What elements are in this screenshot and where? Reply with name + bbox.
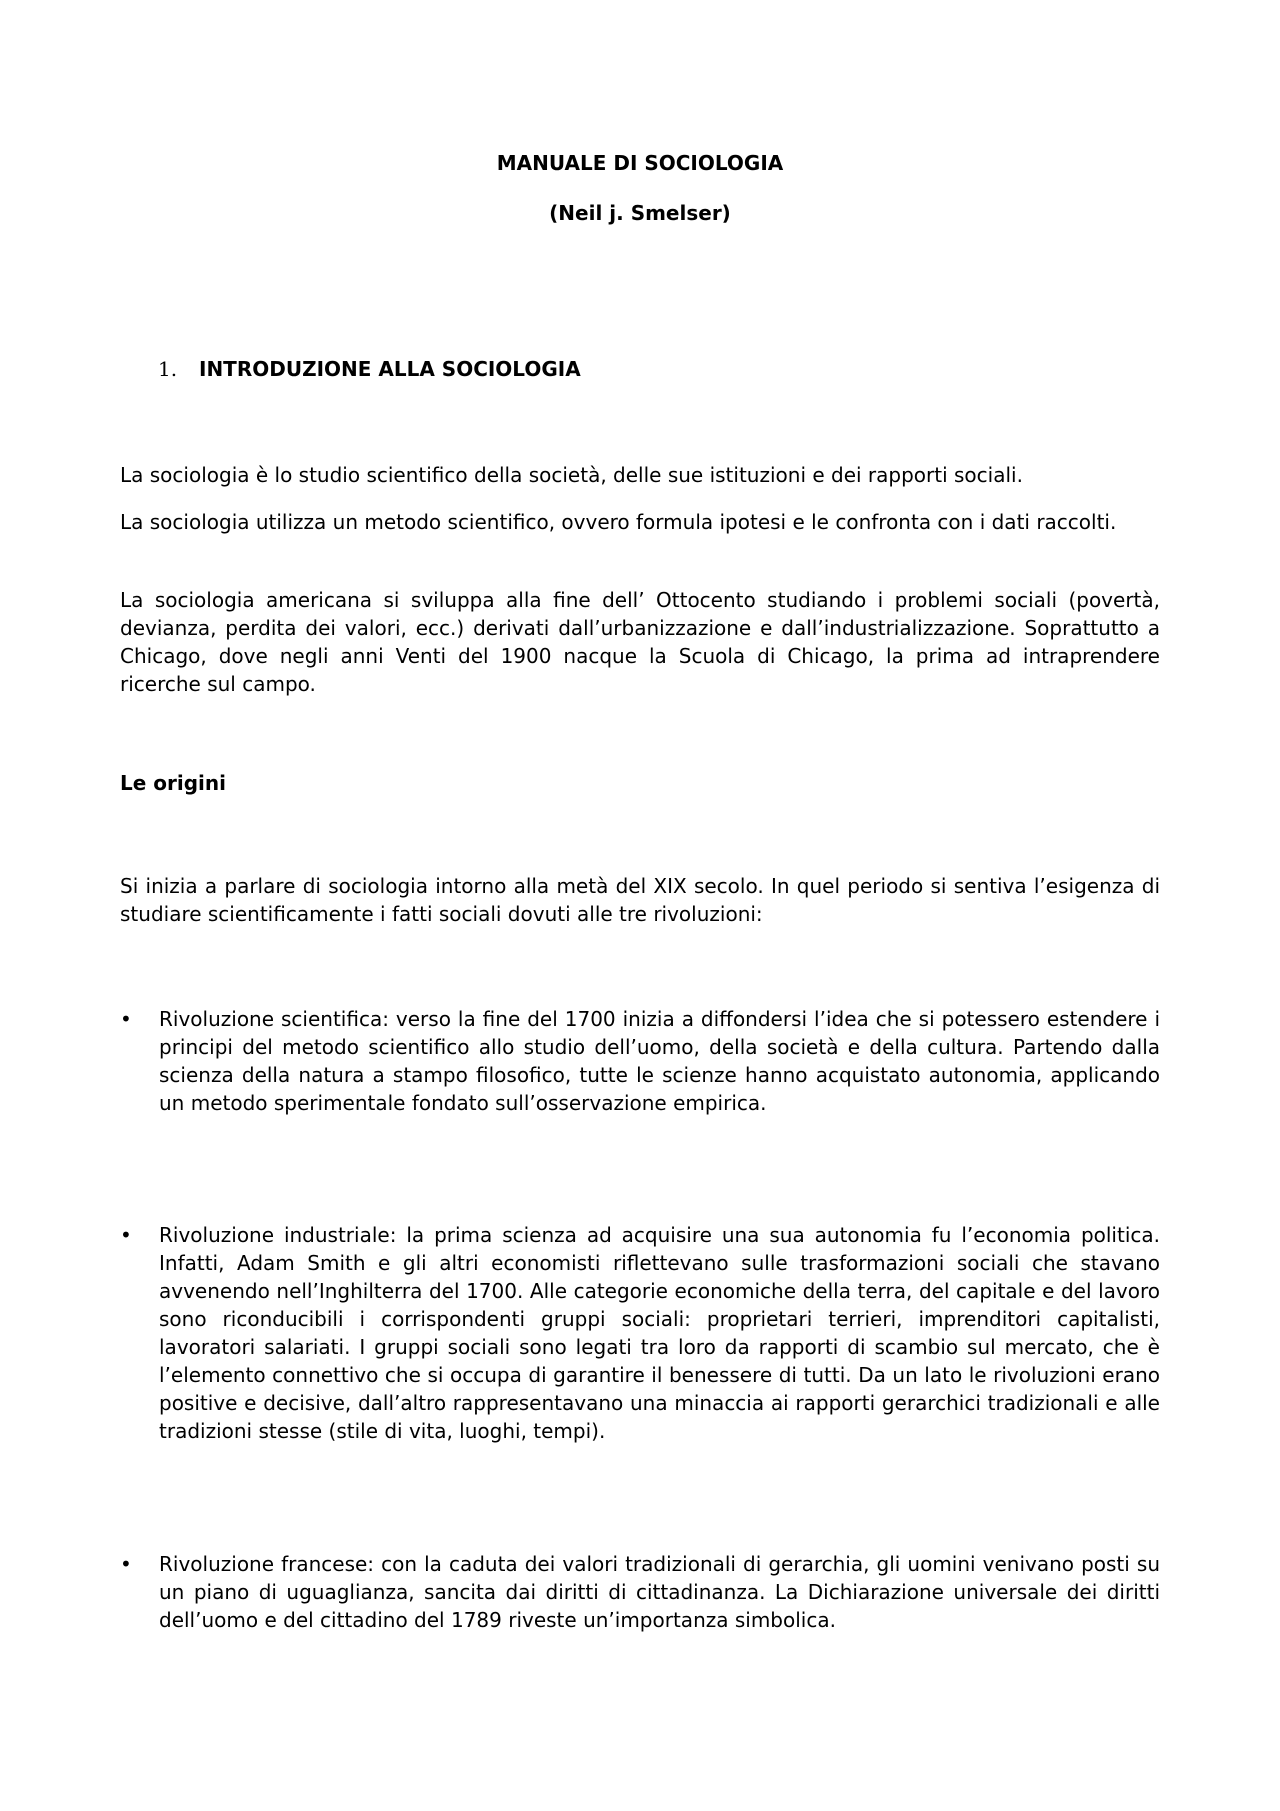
paragraph-definition: La sociologia è lo studio scientifico della società, delle sue istituzioni e dei rapporti sociali. [120,463,1023,487]
subheading-origins: Le origini [120,771,226,795]
paragraph-american-sociology: La sociologia americana si sviluppa alla fine dell’ Ottocento studiando i problemi sociali (povertà, devianza, perdita dei valori, ecc.) derivati dall’urbanizzazione e dall’industrializzazione. Soprattutto a Chicago, dove negli anni Venti del 1900 nacque la Scuola di Chicago, la prima ad intraprendere ricerche sul campo. [120,588,1160,696]
bullet-icon: • [120,1223,132,1247]
list-item-french-revolution [120,1550,1160,1634]
document-author: (Neil j. Smelser) [549,201,731,225]
document-title: MANUALE DI SOCIOLOGIA [496,151,784,175]
section-number: 1. [158,357,178,381]
bullet-icon: • [120,1552,132,1576]
bullet-icon: • [120,1007,132,1031]
list-item-text: Rivoluzione francese: con la caduta dei valori tradizionali di gerarchia, gli uomini venivano posti su un piano di uguaglianza, sancita dai diritti di cittadinanza. La Dichiarazione universale dei diritti dell’uomo e del cittadino del 1789 riveste un’importanza simbolica. [159,1552,1160,1632]
paragraph-method: La sociologia utilizza un metodo scientifico, ovvero formula ipotesi e le confronta con i dati raccolti. [120,510,1117,534]
list-item-scientific-revolution [120,1005,1160,1117]
section-title: INTRODUZIONE ALLA SOCIOLOGIA [199,357,581,381]
list-item-text: Rivoluzione industriale: la prima scienza ad acquisire una sua autonomia fu l’economia politica. Infatti, Adam Smith e gli altri economisti riflettevano sulle trasformazioni sociali che stavano avvenendo nell’Inghilterra del 1700. Alle categorie economiche della terra, del capitale e del lavoro sono riconducibili i corrispondenti gruppi sociali: proprietari terrieri, imprenditori capitalisti, lavoratori salariati. I gruppi sociali sono legati tra loro da rapporti di scambio sul mercato, che è l’elemento connettivo che si occupa di garantire il benessere di tutti. Da un lato le rivoluzioni erano positive e decisive, dall’altro rappresentavano una minaccia ai rapporti gerarchici tradizionali e alle tradizioni stesse (stile di vita, luoghi, tempi). [159,1223,1160,1443]
list-item-text: Rivoluzione scientifica: verso la fine del 1700 inizia a diffondersi l’idea che si potessero estendere i principi del metodo scientifico allo studio dell’uomo, della società e della cultura. Partendo dalla scienza della natura a stampo filosofico, tutte le scienze hanno acquistato autonomia, applicando un metodo sperimentale fondato sull’osservazione empirica. [159,1007,1160,1115]
list-item-industrial-revolution [120,1221,1160,1445]
section-heading [158,357,581,381]
paragraph-origins-intro: Si inizia a parlare di sociologia intorno alla metà del XIX secolo. In quel periodo si sentiva l’esigenza di studiare scientificamente i fatti sociali dovuti alle tre rivoluzioni: [120,874,1160,926]
